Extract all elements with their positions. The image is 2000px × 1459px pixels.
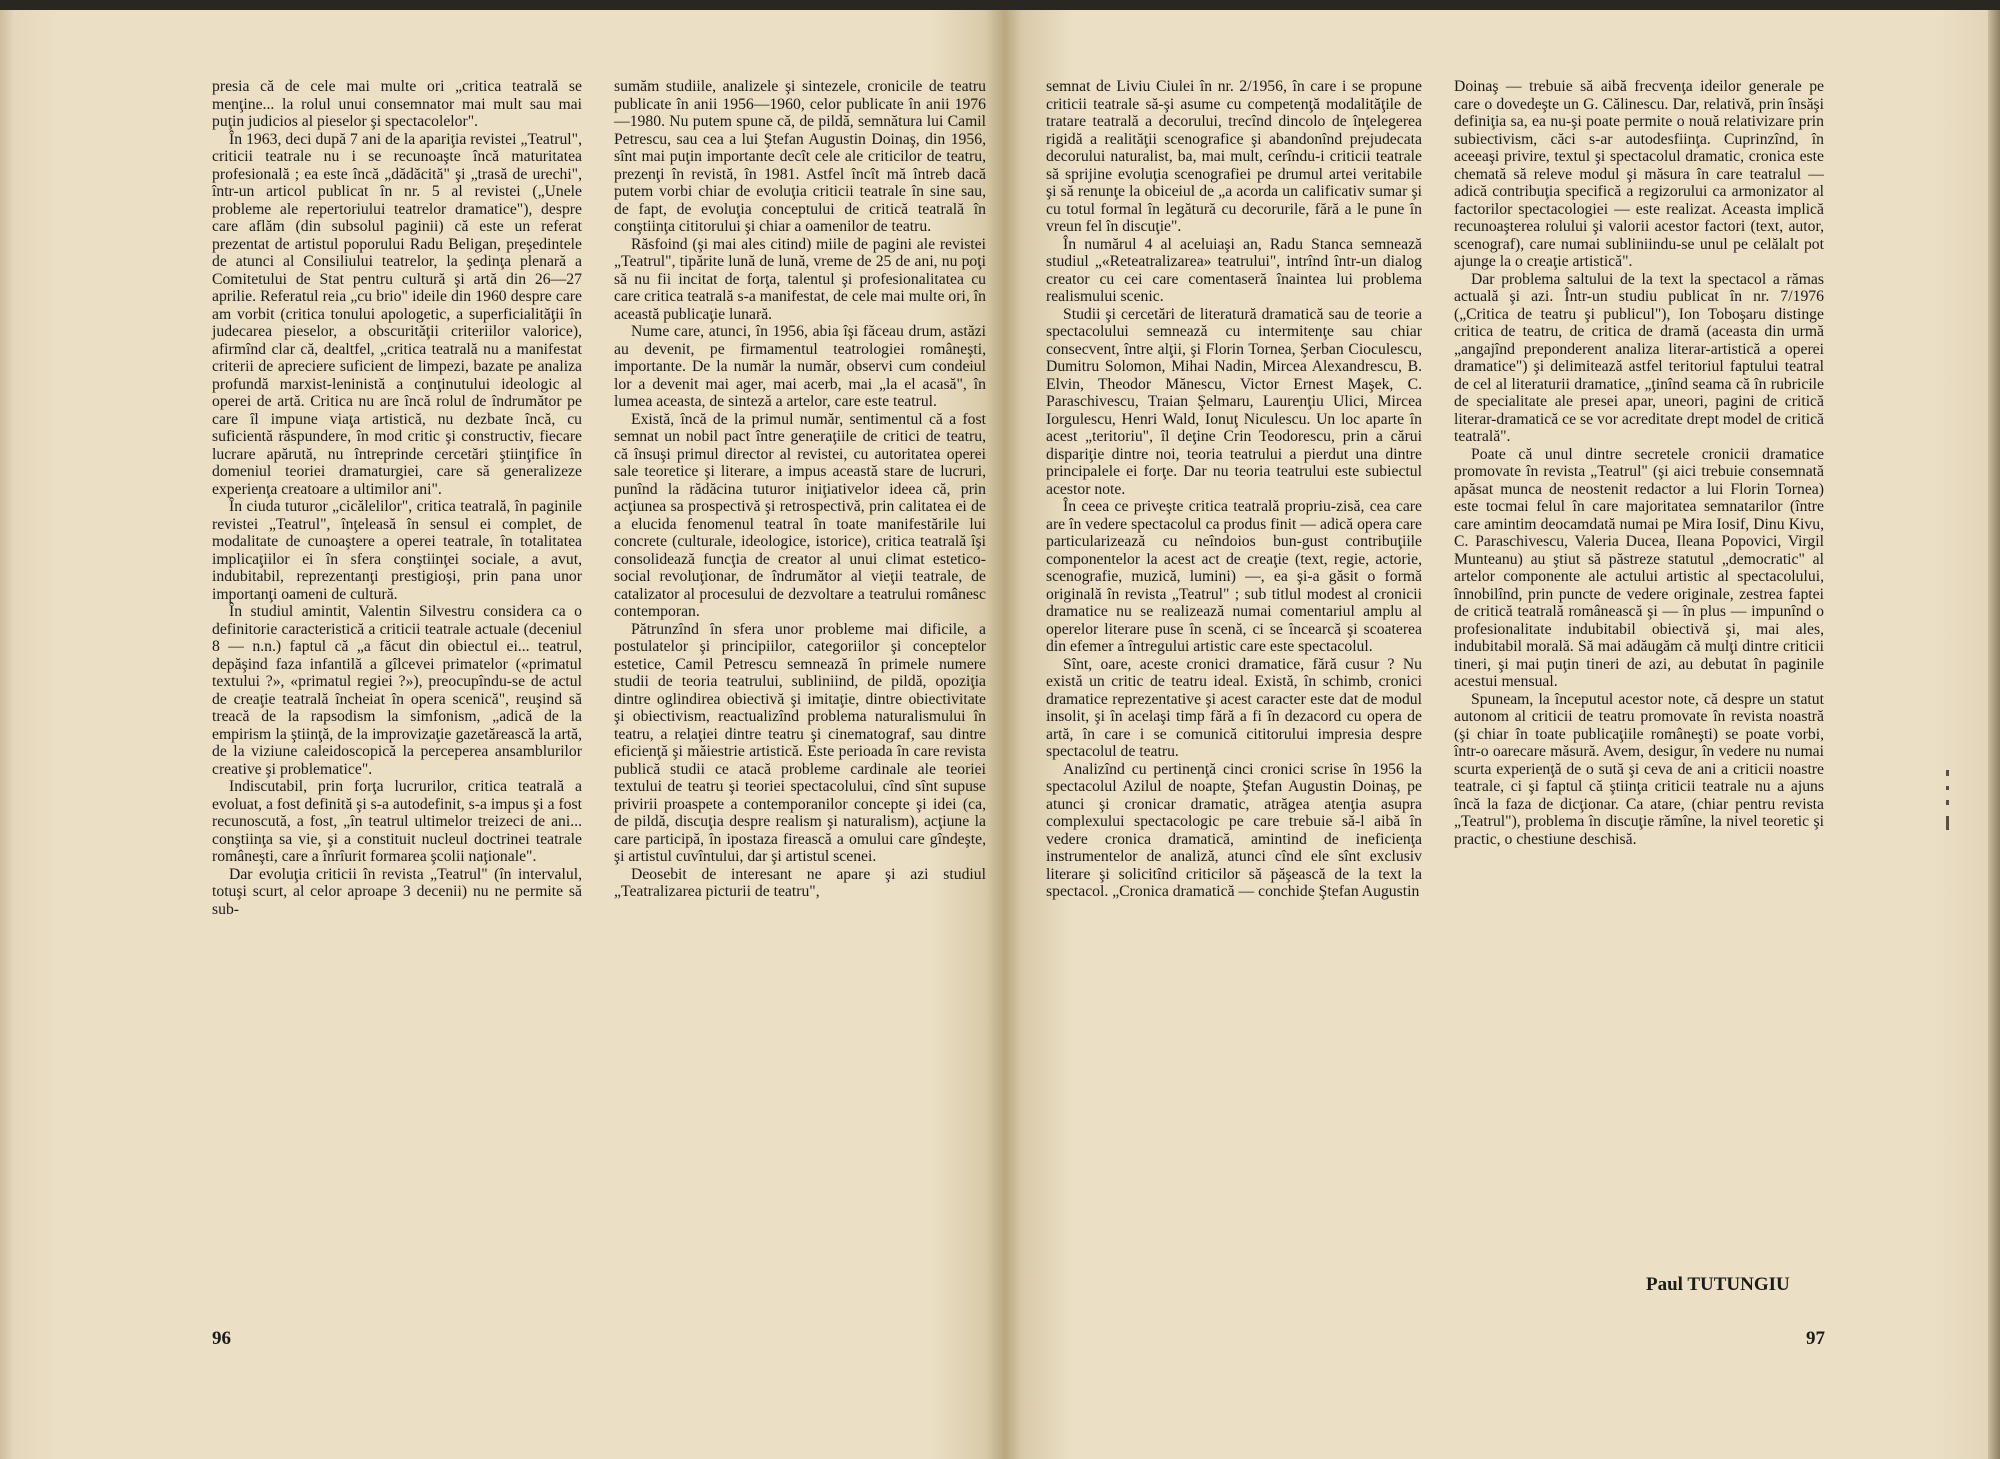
paragraph: Spuneam, la începutul acestor note, că despre un statut autonom al criticii de teatru promovate în revista noastră (şi chiar în toate publicaţiile româneşti) se poate vorbi, într-o oarecare măsură. Avem, desigur, în vedere nu numai scurta experienţă de o sută şi ceva de ani a criticii noastre teatrale, ci şi faptul că ştiinţa criticii teatrale nu a ajuns încă la faza de dicţionar. Ca atare, (chiar pentru revista „Teatrul"), problema în discuţie rămîne, la nivel teoretic şi practic, o chestiune deschisă. [1454,690,1824,848]
paragraph: În ciuda tuturor „cicălelilor", critica teatrală, în paginile revistei „Teatrul", înţeleasă în sensul ei complet, de modalitate de cunoaştere a operei teatrale, în totalitatea implicaţiilor ei în sfera conştiinţei sociale, a avut, indubitabil, reprezentanţi prestigioşi, prin pana unor importanţi oameni de cultură. [212,498,582,603]
paragraph: Există, încă de la primul număr, sentimentul că a fost semnat un nobil pact între generaţiile de critici de teatru, că însuşi primul director al revistei, cu autoritatea operei sale teoretice şi literare, a impus această stare de lucruri, punînd la rădăcina tuturor iniţiativelor ideea că, prin acţiunea sa prospectivă şi retrospectivă, prin calitatea ei de a elucida fenomenul teatral în toate manifestările lui concrete (culturale, ideologice, istorice), critica teatrală îşi consolidează funcţia de creator al unui climat estetico-social revoluţionar, de îndrumător al vieţii teatrale, de catalizator al procesului de dezvoltare a teatrului românesc contemporan. [614,410,986,620]
paragraph: Indiscutabil, prin forţa lucrurilor, critica teatrală a evoluat, a fost definită şi s-a autodefinit, s-a impus şi a fost recunoscută, a fost, „în teatrul ultimelor treizeci de ani... conştiinţa sa vie, şi a constituit nucleul doctrinei teatrale româneşti, care a înrîurit formarea şcolii naţionale". [212,778,582,865]
paragraph: semnat de Liviu Ciulei în nr. 2/1956, în care i se propune criticii teatrale să-şi asume cu competenţă modalităţile de tratare teatrală a decorului, trecînd dincolo de înţelegerea rigidă a realităţii scenografice şi abandonînd prejudecata decorului naturalist, ba, mai mult, cerîndu-i criticii teatrale să sprijine evoluţia scenografiei pe drumul artei veritabile şi să renunţe la obiceiul de „a acorda un calificativ sumar şi cu totul formal în legătură cu decorurile, fără a le pune în vreun fel în discuţie". [1046,78,1422,235]
magazine-spread [0,10,2000,1459]
paragraph: Studii şi cercetări de literatură dramatică sau de teorie a spectacolului semnează cu intermitenţe sau chiar consecvent, între alţii, şi Florin Tornea, Şerban Cioculescu, Dumitru Solomon, Mihai Nadin, Mircea Alexandrescu, B. Elvin, Theodor Mănescu, Victor Ernest Maşek, C. Paraschivescu, Traian Şelmaru, Laurenţiu Ulici, Mircea Iorgulescu, Henri Wald, Ionuţ Niculescu. Un loc aparte în acest „teritoriu", îl deţine Crin Teodorescu, prin a cărui dispariţie dintre noi, teoria teatrului a pierdut una dintre principalele ei forţe. Dar nu teoria teatrului este subiectul acestor note. [1046,305,1422,498]
paragraph: În studiul amintit, Valentin Silvestru considera ca o definitorie caracteristică a criticii teatrale actuale (deceniul 8 — n.n.) faptul că „a făcut din obiectul ei... teatrul, depăşind faza infantilă a gîlcevei primatelor («primatul textului ?», «primatul regiei ?»), preocupîndu-se de actul de creaţie teatrală încheiat în opera scenică", reuşind să treacă de la rapsodism la simfonism, „adică de la empirism la ştiinţă, de la improvizaţie gazetărească la artă, de la viziune caleidoscopică la perceperea ansamblurilor creative şi problematice". [212,603,582,778]
left-page-column-1 [212,78,582,918]
paragraph: Poate că unul dintre secretele cronicii dramatice promovate în revista „Teatrul" (şi aici trebuie consemnată apăsat munca de neostenit redactor a lui Florin Tornea) este tocmai felul în care majoritatea semnatarilor (între care amintim deocamdată numai pe Mira Iosif, Dinu Kivu, C. Paraschivescu, Valeria Ducea, Ileana Popovici, Virgil Munteanu) au ştiut să păstreze statutul „democratic" al artelor componente ale actului artistic al spectacolului, înnobilînd, prin puncte de vedere originale, zestrea faptei de critică teatrală românească şi — în plus — impunînd o profesionalitate indubitabil obiectivă şi, mai ales, indubitabil morală. Să mai adăugăm că mulţi dintre criticii tineri, şi mai puţin tineri de azi, au debutat în paginile acestui mensual. [1454,445,1824,690]
right-page-column-1 [1046,78,1422,901]
left-page [0,10,1004,1459]
right-page [1004,10,1988,1459]
paragraph: Analizînd cu pertinenţă cinci cronici scrise în 1956 la spectacolul Azilul de noapte, Ştefan Augustin Doinaş, pe atunci şi cronicar dramatic, atrăgea atenţia asupra complexului spectacologic pe care trebuie să-l aibă în vedere cronica dramatică, amintind de ineficienţa instrumentelor de analiză, atunci cînd ele sînt exclusiv literare şi solicitînd criticilor să păşească de la text la spectacol. „Cronica dramatică — conchide Ştefan Augustin [1046,760,1422,900]
paragraph: presia că de cele mai multe ori „critica teatrală se menţine... la rolul unui consemnator mai mult sau mai puţin judicios al pieselor şi spectacolelor". [212,78,582,130]
paragraph: Pătrunzînd în sfera unor probleme mai dificile, a postulatelor şi principiilor, categoriilor şi conceptelor estetice, Camil Petrescu semnează în primele numere studii de teoria teatrului, subliniind, de pildă, opoziţia dintre oglindirea obiectivă şi imitaţie, dintre obiectivitate şi obiectivism, reactualizînd problema naturalismului în teatru, a relaţiei dintre teatru şi cinematograf, sau dintre eficienţă şi măiestrie artistică. Este perioada în care revista publică studii ce atacă probleme cardinale ale teoriei textului de teatru şi teoriei spectacolului, cînd sînt supuse privirii proaspete a contemporanilor concepte şi idei (ca, de pildă, discuţia despre realism şi naturalism), acţiune la care participă, în ipostaza firească a omului care gîndeşte, şi artistul cuvîntului, dar şi artistul scenei. [614,620,986,865]
paragraph: Dar problema saltului de la text la spectacol a rămas actuală şi azi. Într-un studiu publicat în nr. 7/1976 („Critica de teatru şi publicul"), Ion Toboşaru distinge critica de teatru, de critica de dramă (aceasta din urmă „angajînd preponderent analiza literar-artistică a operei dramatice") şi delimitează astfel teritoriul faptului teatral de cel al literaturii dramatice, „ţinînd seama că în rubricile de specialitate ale presei apar, uneori, pagini de critică literar-dramatică ce se vor acreditate drept model de critică teatrală". [1454,270,1824,445]
paragraph: sumăm studiile, analizele şi sintezele, cronicile de teatru publicate în anii 1956—1960, celor publicate în anii 1976—1980. Nu putem spune că, de pildă, semnătura lui Camil Petrescu, sau cea a lui Ştefan Augustin Doinaş, din 1956, sînt mai puţin importante decît cele ale criticilor de teatru, prezenţi în revistă, în 1981. Astfel încît mă întreb dacă putem vorbi chiar de evoluţia criticii teatrale în sine sau, de fapt, de evoluţia conceptului de critică teatrală în conştiinţa cititorului şi chiar a oamenilor de teatru. [614,78,986,235]
paragraph: Deosebit de interesant ne apare şi azi studiul „Teatralizarea picturii de teatru", [614,865,986,900]
page-number-right: 97 [1806,1328,1825,1349]
paragraph: Sînt, oare, aceste cronici dramatice, fără cusur ? Nu există un critic de teatru ideal. Există, în schimb, cronici dramatice reprezentative şi acest caracter este dat de modul insolit, şi în acelaşi timp fără a fi în dezacord cu opera de artă, în care i se comunică cititorului impresia despre spectacolul de teatru. [1046,655,1422,760]
paragraph: Doinaş — trebuie să aibă frecvenţa ideilor generale pe care o dovedeşte un G. Călinescu. Dar, relativă, prin însăşi definiţia sa, ea nu-şi poate permite o nouă relativizare prin subiectivism, căci s-ar autodesfiinţa. Cuprinzînd, în aceeaşi privire, textul şi spectacolul dramatic, cronica este chemată să releve modul şi măsura în care teatralul — adică contribuţia specifică a regizorului ca armonizator al factorilor spectacologiei — este realizat. Aceasta implică recunoaşterea rolului şi valorii acestor factori (text, autor, scenograf), care numai subliniindu-se unul pe celălalt pot ajunge la o creaţie artistică". [1454,78,1824,270]
paragraph: Răsfoind (şi mai ales citind) miile de pagini ale revistei „Teatrul", tipărite lună de lună, vreme de 25 de ani, nu poţi să nu fii incitat de forţa, talentul şi profesionalitatea cu care critica teatrală s-a manifestat, de cele mai multe ori, în această publicaţie lunară. [614,235,986,323]
author-signature: Paul TUTUNGIU [1646,1274,1790,1295]
paragraph: În ceea ce priveşte critica teatrală propriu-zisă, cea care are în vedere spectacolul ca produs finit — adică opera care particularizează cu neîndoios bun-gust contribuţiile componentelor la acest act de creaţie (text, regie, actorie, scenografie, muzică, lumini) —, ea şi-a găsit o formă originală în revista „Teatrul" ; sub titlul modest al cronicii dramatice nu se realizează numai comentariul amplu al operelor literare puse în scenă, ci se încearcă şi scoaterea din efemer a întregului artistic care este spectacolul. [1046,498,1422,655]
paragraph: În 1963, deci după 7 ani de la apariţia revistei „Teatrul", criticii teatrale nu i se recunoaşte încă maturitatea profesională ; ea este încă „dădăcită" şi „trasă de urechi", într-un articol publicat în nr. 5 al revistei („Unele probleme ale repertoriului teatrelor dramatice"), despre care aflăm (din subsolul paginii) că este un referat prezentat de artistul poporului Radu Beligan, preşedintele de atunci al Consiliului teatrelor, la şedinţa plenară a Comitetului de Stat pentru cultură şi artă din 26—27 aprilie. Referatul reia „cu brio" ideile din 1960 despre care am vorbit (critica tonului apologetic, a superficialităţii în judecarea pieselor, a obscurităţii criteriilor valorice), afirmînd clar că, dealtfel, „critica teatrală nu a manifestat criterii de apreciere suficient de limpezi, bazate pe analiza profundă marxist-leninistă a conţinutului ideologic al operei de artă. Critica nu are încă rolul de îndrumător pe care îl impune viaţa artistică, nu dezbate încă, cu suficientă răspundere, în mod critic şi constructiv, fiecare lucrare apărută, nu întreprinde cercetări ştiinţifice în domeniul teoriei dramaturgiei, care să generalizeze experienţa creatoare a ultimilor ani". [212,130,582,498]
left-page-column-2 [614,78,986,901]
book-edge [1988,10,2000,1459]
right-page-column-2 [1454,78,1824,848]
paragraph: Nume care, atunci, în 1956, abia îşi făceau drum, astăzi au devenit, pe firmamentul teatrologiei româneşti, importante. De la număr la număr, observi cum condeiul lor a devenit mai ager, mai acerb, mai „la el acasă", în lumea aceasta, de sinteză a artelor, care este teatrul. [614,323,986,410]
page-number-left: 96 [212,1328,231,1349]
paragraph: Dar evoluţia criticii în revista „Teatrul" (în intervalul, totuşi scurt, al celor aproape 3 decenii) nu ne permite să sub- [212,865,582,918]
paragraph: În numărul 4 al aceluiaşi an, Radu Stanca semnează studiul „«Reteatralizarea» teatrului", intrînd într-un dialog creator cu cei care comentaseră înaintea lui problema realismului scenic. [1046,235,1422,305]
margin-marks [1938,770,1958,870]
